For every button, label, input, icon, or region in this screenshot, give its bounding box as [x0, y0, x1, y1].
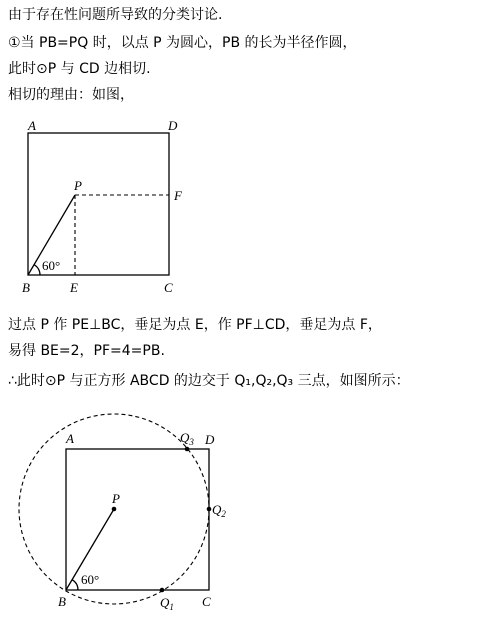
text-line-4: 相切的理由：如图， [8, 87, 134, 103]
label-e-1: E [70, 280, 78, 295]
angle-arc-1 [34, 265, 40, 275]
label-f-1: F [174, 188, 182, 203]
label-b-1: B [22, 280, 30, 295]
label-q3: $Q_3$ [180, 430, 194, 447]
angle-label-1: 60° [42, 258, 61, 273]
label-d-1: D [168, 118, 178, 133]
label-p-2: P [112, 491, 120, 506]
point-p [112, 507, 117, 512]
text-line-3: 此时⊙P 与 CD 边相切. [8, 61, 151, 77]
figure-2 [19, 414, 226, 612]
label-q2: $Q_2$ [212, 502, 226, 519]
label-q1: $Q_1$ [160, 595, 174, 612]
figure-1 [22, 118, 183, 295]
text-line-1: 由于存在性问题所导致的分类讨论. [8, 7, 223, 23]
label-d-2: D [205, 432, 215, 447]
point-q1 [160, 588, 165, 593]
label-a-1: A [28, 118, 36, 133]
point-q3 [185, 447, 190, 452]
text-line-2: ①当 PB=PQ 时，以点 P 为圆心，PB 的长为半径作圆， [8, 35, 357, 51]
square-abcd-1 [28, 133, 169, 275]
point-q2 [207, 507, 212, 512]
label-p-1: P [74, 178, 82, 193]
label-c-1: C [164, 280, 173, 295]
text-line-7: ∴此时⊙P 与正方形 ABCD 的边交于 Q₁,Q₂,Q₃ 三点，如图所示： [8, 373, 410, 389]
angle-label-2: 60° [81, 572, 100, 587]
label-a-2: A [66, 431, 74, 446]
text-line-5: 过点 P 作 PE⊥BC，垂足为点 E，作 PF⊥CD，垂足为点 F， [8, 317, 382, 333]
label-c-2: C [202, 594, 211, 609]
label-b-2: B [58, 594, 66, 609]
angle-arc-2 [72, 580, 78, 590]
text-line-6: 易得 BE=2，PF=4=PB. [8, 343, 165, 359]
